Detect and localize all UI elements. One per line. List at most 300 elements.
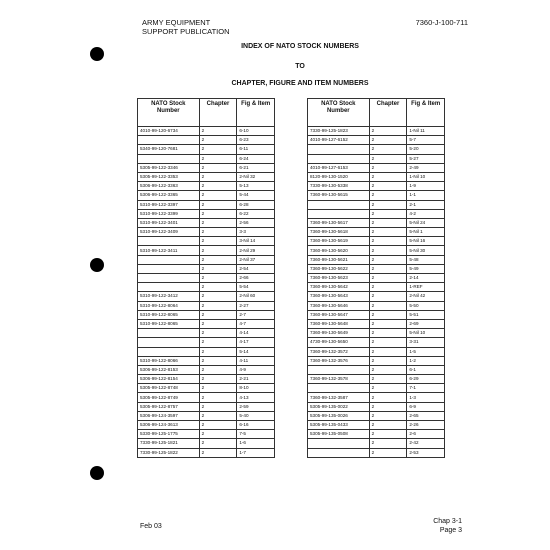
- table-row: [138, 347, 275, 356]
- table-row: [308, 384, 445, 393]
- cell-chapter: 2: [199, 172, 237, 181]
- cell-chapter: 2: [199, 448, 237, 457]
- cell-nsn: [138, 329, 200, 338]
- cell-chapter: 2: [369, 228, 407, 237]
- table-row: [138, 136, 275, 145]
- cell-nsn: 7360-99-130-5648: [308, 319, 370, 328]
- cell-fig-item: 6-11: [237, 145, 275, 154]
- cell-nsn: [138, 338, 200, 347]
- table-row: [308, 292, 445, 301]
- cell-fig-item: 4-7: [237, 319, 275, 328]
- binder-hole: [90, 47, 104, 61]
- cell-nsn: 5306-99-122-3365: [138, 191, 200, 200]
- cell-fig-item: 6-1: [407, 365, 445, 374]
- table-row: [138, 264, 275, 273]
- cell-chapter: 2: [199, 421, 237, 430]
- cell-nsn: 7360-99-132-3572: [308, 347, 370, 356]
- cell-chapter: 2: [199, 255, 237, 264]
- table-row: [138, 402, 275, 411]
- cell-fig-item: 3-Nil 14: [237, 237, 275, 246]
- table-row: [138, 365, 275, 374]
- cell-chapter: 2: [369, 246, 407, 255]
- cell-chapter: 2: [199, 145, 237, 154]
- cell-fig-item: 5-48: [407, 255, 445, 264]
- cell-nsn: 5305-99-122-3346: [138, 163, 200, 172]
- table-row: [308, 246, 445, 255]
- table-row: [308, 127, 445, 136]
- cell-nsn: [308, 145, 370, 154]
- cell-chapter: 2: [199, 301, 237, 310]
- cell-fig-item: 7-5: [237, 430, 275, 439]
- cell-nsn: [308, 209, 370, 218]
- table-row: [138, 255, 275, 264]
- cell-fig-item: 2-65: [407, 411, 445, 420]
- table-row: [138, 356, 275, 365]
- cell-fig-item: 4-13: [237, 393, 275, 402]
- cell-chapter: 2: [199, 246, 237, 255]
- cell-chapter: 2: [369, 430, 407, 439]
- cell-nsn: 7330-99-130-5338: [308, 182, 370, 191]
- table-row: [138, 274, 275, 283]
- table-row: [308, 264, 445, 273]
- col-header-fig-item: Fig & Item: [407, 99, 445, 127]
- stock-table-left: [137, 98, 275, 458]
- table-row: [138, 237, 275, 246]
- cell-fig-item: 2-54: [237, 264, 275, 273]
- cell-chapter: 2: [369, 439, 407, 448]
- cell-nsn: 8120-99-130-1520: [308, 172, 370, 181]
- cell-chapter: 2: [369, 200, 407, 209]
- cell-nsn: 4010-99-127-6152: [308, 136, 370, 145]
- cell-chapter: 2: [199, 283, 237, 292]
- table-row: [138, 191, 275, 200]
- cell-nsn: 7330-99-125-1822: [138, 448, 200, 457]
- cell-chapter: 2: [369, 347, 407, 356]
- table-row: [308, 329, 445, 338]
- cell-chapter: 2: [369, 421, 407, 430]
- cell-chapter: 2: [199, 319, 237, 328]
- cell-chapter: 2: [369, 163, 407, 172]
- cell-fig-item: 1-Nil 10: [407, 172, 445, 181]
- cell-nsn: 7360-99-130-5649: [308, 329, 370, 338]
- cell-nsn: [138, 136, 200, 145]
- table-row: [308, 145, 445, 154]
- table-row: [308, 402, 445, 411]
- cell-chapter: 2: [369, 301, 407, 310]
- cell-nsn: 5310-99-122-3411: [138, 246, 200, 255]
- cell-fig-item: 2-49: [407, 163, 445, 172]
- cell-fig-item: 8-10: [237, 384, 275, 393]
- table-row: [308, 430, 445, 439]
- cell-chapter: 2: [199, 292, 237, 301]
- index-title: INDEX OF NATO STOCK NUMBERS: [241, 43, 359, 50]
- binder-hole: [90, 258, 104, 272]
- cell-fig-item: 5-40: [237, 411, 275, 420]
- cell-fig-item: 5-Nil 24: [407, 218, 445, 227]
- cell-fig-item: 2-21: [237, 375, 275, 384]
- cell-nsn: 7360-99-130-5617: [308, 218, 370, 227]
- table-row: [308, 274, 445, 283]
- footer-page-ref: [433, 517, 462, 535]
- table-row: [138, 145, 275, 154]
- cell-nsn: 7360-99-130-5618: [308, 228, 370, 237]
- cell-chapter: 2: [199, 393, 237, 402]
- table-row: [138, 283, 275, 292]
- cell-chapter: 2: [369, 338, 407, 347]
- cell-fig-item: 5-54: [237, 283, 275, 292]
- cell-fig-item: 2-69: [407, 319, 445, 328]
- table-row: [138, 421, 275, 430]
- cell-nsn: 5310-99-122-3409: [138, 228, 200, 237]
- table-row: [308, 154, 445, 163]
- cell-nsn: 7360-99-132-3576: [308, 356, 370, 365]
- cell-chapter: 2: [369, 292, 407, 301]
- col-header-nsn: NATO Stock Number: [138, 99, 200, 127]
- table-row: [308, 421, 445, 430]
- cell-fig-item: 3-31: [407, 338, 445, 347]
- cell-chapter: 2: [199, 218, 237, 227]
- cell-chapter: 2: [199, 329, 237, 338]
- org-line-1: ARMY EQUIPMENT: [142, 18, 211, 27]
- cell-chapter: 2: [369, 411, 407, 420]
- cell-fig-item: 6-21: [237, 163, 275, 172]
- col-header-chapter: Chapter: [369, 99, 407, 127]
- cell-chapter: 2: [369, 375, 407, 384]
- cell-chapter: 2: [369, 393, 407, 402]
- footer-date: Feb 03: [140, 523, 162, 530]
- cell-nsn: 7360-99-132-3578: [308, 375, 370, 384]
- table-row: [138, 439, 275, 448]
- table-row: [138, 163, 275, 172]
- cell-nsn: 5310-99-122-3397: [138, 200, 200, 209]
- table-row: [308, 411, 445, 420]
- cell-chapter: 2: [199, 365, 237, 374]
- cell-nsn: 7360-99-130-5620: [308, 246, 370, 255]
- table-row: [308, 237, 445, 246]
- cell-fig-item: 1-1: [407, 191, 445, 200]
- cell-chapter: 2: [199, 274, 237, 283]
- cell-fig-item: 5-49: [407, 264, 445, 273]
- cell-chapter: 2: [369, 274, 407, 283]
- cell-nsn: 5306-99-124-3613: [138, 421, 200, 430]
- col-header-fig-item: Fig & Item: [237, 99, 275, 127]
- cell-chapter: 2: [369, 329, 407, 338]
- table-row: [308, 172, 445, 181]
- cell-fig-item: 6-23: [237, 136, 275, 145]
- document-number: 7360-J-100-711: [415, 18, 468, 27]
- cell-fig-item: 2-27: [237, 301, 275, 310]
- table-row: [308, 310, 445, 319]
- cell-fig-item: 4-9: [237, 365, 275, 374]
- table-row: [138, 218, 275, 227]
- cell-fig-item: 1-7: [237, 448, 275, 457]
- cell-nsn: 5310-99-122-8065: [138, 310, 200, 319]
- cell-nsn: [138, 154, 200, 163]
- cell-chapter: 2: [369, 209, 407, 218]
- cell-fig-item: 2-Nil 32: [237, 172, 275, 181]
- cell-nsn: 5306-99-122-8154: [138, 375, 200, 384]
- table-row: [138, 338, 275, 347]
- cell-chapter: 2: [199, 237, 237, 246]
- cell-chapter: 2: [369, 145, 407, 154]
- table-row: [308, 200, 445, 209]
- table-row: [308, 182, 445, 191]
- table-row: [308, 136, 445, 145]
- cell-nsn: 5310-99-122-8065: [138, 319, 200, 328]
- cell-nsn: 5305-99-135-0433: [308, 421, 370, 430]
- table-row: [308, 301, 445, 310]
- cell-nsn: 5310-99-122-3399: [138, 209, 200, 218]
- table-row: [138, 301, 275, 310]
- cell-nsn: 5330-99-125-1775: [138, 430, 200, 439]
- cell-nsn: 5305-99-122-8748: [138, 384, 200, 393]
- cell-fig-item: 2-26: [407, 421, 445, 430]
- table-row: [308, 255, 445, 264]
- cell-fig-item: 3-3: [237, 228, 275, 237]
- cell-fig-item: 1-2: [407, 356, 445, 365]
- table-row: [308, 218, 445, 227]
- binder-hole: [90, 466, 104, 480]
- footer-page: Page 3: [439, 527, 462, 534]
- table-row: [138, 319, 275, 328]
- table-row: [308, 228, 445, 237]
- table-row: [138, 384, 275, 393]
- cell-chapter: 2: [369, 172, 407, 181]
- cell-nsn: 5306-99-122-3363: [138, 182, 200, 191]
- table-row: [138, 430, 275, 439]
- cell-chapter: 2: [199, 200, 237, 209]
- table-row: [138, 182, 275, 191]
- cell-fig-item: 4-14: [237, 329, 275, 338]
- cell-chapter: 2: [199, 411, 237, 420]
- cell-nsn: 7330-99-125-1823: [308, 127, 370, 136]
- cell-fig-item: 6-29: [407, 375, 445, 384]
- cell-fig-item: 6-10: [237, 127, 275, 136]
- cell-fig-item: 5-Nil 30: [407, 246, 445, 255]
- table-row: [138, 200, 275, 209]
- table-row: [138, 375, 275, 384]
- col-header-nsn: NATO Stock Number: [308, 99, 370, 127]
- cell-chapter: 2: [199, 228, 237, 237]
- table-row: [138, 228, 275, 237]
- cell-chapter: 2: [199, 136, 237, 145]
- cell-fig-item: 1-5: [407, 347, 445, 356]
- cell-chapter: 2: [369, 310, 407, 319]
- cell-nsn: 7360-99-130-5646: [308, 301, 370, 310]
- cell-nsn: 4010-99-120-6734: [138, 127, 200, 136]
- table-row: [138, 246, 275, 255]
- cell-fig-item: 1-Nil 11: [407, 127, 445, 136]
- cell-nsn: 5310-99-122-8064: [138, 301, 200, 310]
- cell-chapter: 2: [369, 264, 407, 273]
- cell-chapter: 2: [199, 191, 237, 200]
- cell-nsn: 7360-99-130-5647: [308, 310, 370, 319]
- cell-chapter: 2: [369, 356, 407, 365]
- cell-chapter: 2: [369, 218, 407, 227]
- cell-chapter: 2: [199, 182, 237, 191]
- table-row: [308, 338, 445, 347]
- cell-chapter: 2: [199, 384, 237, 393]
- cell-fig-item: 5-27: [407, 154, 445, 163]
- cell-nsn: [138, 237, 200, 246]
- table-row: [308, 283, 445, 292]
- table-row: [138, 172, 275, 181]
- cell-nsn: 5305-99-135-0026: [308, 411, 370, 420]
- table-row: [138, 292, 275, 301]
- cell-nsn: [138, 347, 200, 356]
- cell-chapter: 2: [199, 163, 237, 172]
- cell-fig-item: 2-6: [407, 430, 445, 439]
- cell-nsn: 4730-99-130-5650: [308, 338, 370, 347]
- cell-nsn: 7330-99-125-1821: [138, 439, 200, 448]
- cell-chapter: 2: [369, 402, 407, 411]
- cell-nsn: 5340-99-120-7681: [138, 145, 200, 154]
- cell-fig-item: 2-56: [237, 218, 275, 227]
- cell-fig-item: 4-17: [237, 338, 275, 347]
- stock-table-right: [307, 98, 445, 458]
- cell-fig-item: 4-2: [407, 209, 445, 218]
- cell-fig-item: 5-14: [237, 347, 275, 356]
- cell-fig-item: 5-44: [237, 191, 275, 200]
- table-row: [308, 439, 445, 448]
- cell-fig-item: 5-13: [237, 182, 275, 191]
- cell-fig-item: 6-22: [237, 209, 275, 218]
- cell-chapter: 2: [369, 365, 407, 374]
- table-row: [138, 411, 275, 420]
- table-row: [308, 347, 445, 356]
- cell-fig-item: 6-16: [237, 421, 275, 430]
- index-title-to: TO: [295, 63, 305, 70]
- table-row: [308, 319, 445, 328]
- cell-chapter: 2: [199, 402, 237, 411]
- table-row: [308, 356, 445, 365]
- cell-chapter: 2: [369, 154, 407, 163]
- cell-fig-item: 2-42: [407, 439, 445, 448]
- cell-fig-item: 2-14: [407, 274, 445, 283]
- table-row: [308, 375, 445, 384]
- cell-chapter: 2: [369, 191, 407, 200]
- cell-nsn: 7360-99-132-3587: [308, 393, 370, 402]
- table-row: [138, 448, 275, 457]
- cell-fig-item: 7-1: [407, 384, 445, 393]
- table-row: [308, 163, 445, 172]
- cell-nsn: 5305-99-122-8749: [138, 393, 200, 402]
- cell-nsn: [308, 384, 370, 393]
- cell-nsn: 7360-99-130-5621: [308, 255, 370, 264]
- cell-nsn: 5310-99-122-3412: [138, 292, 200, 301]
- cell-nsn: [138, 283, 200, 292]
- cell-chapter: 2: [369, 127, 407, 136]
- cell-nsn: [308, 365, 370, 374]
- table-row: [138, 393, 275, 402]
- table-row: [308, 209, 445, 218]
- org-line-2: SUPPORT PUBLICATION: [142, 27, 230, 36]
- table-row: [138, 310, 275, 319]
- table-row: [308, 448, 445, 457]
- cell-chapter: 2: [199, 338, 237, 347]
- cell-nsn: 7360-99-130-5615: [308, 191, 370, 200]
- cell-chapter: 2: [199, 347, 237, 356]
- cell-fig-item: 4-11: [237, 356, 275, 365]
- cell-fig-item: 2-Nil 60: [237, 292, 275, 301]
- cell-fig-item: 2-Nil 37: [237, 255, 275, 264]
- cell-nsn: 5305-99-122-3353: [138, 172, 200, 181]
- cell-chapter: 2: [199, 154, 237, 163]
- table-row: [138, 154, 275, 163]
- cell-fig-item: 5-51: [407, 310, 445, 319]
- cell-nsn: 5305-99-135-0508: [308, 430, 370, 439]
- table-row: [138, 329, 275, 338]
- table-row: [138, 209, 275, 218]
- cell-chapter: 2: [369, 255, 407, 264]
- cell-nsn: 5310-99-122-3401: [138, 218, 200, 227]
- cell-fig-item: 1-3: [407, 393, 445, 402]
- cell-nsn: [308, 154, 370, 163]
- cell-fig-item: 6-24: [237, 154, 275, 163]
- cell-fig-item: 2-1: [407, 200, 445, 209]
- cell-nsn: [308, 448, 370, 457]
- table-row: [308, 191, 445, 200]
- cell-nsn: [138, 274, 200, 283]
- cell-nsn: [308, 439, 370, 448]
- cell-chapter: 2: [369, 237, 407, 246]
- cell-fig-item: 1-REF: [407, 283, 445, 292]
- cell-chapter: 2: [369, 136, 407, 145]
- cell-chapter: 2: [199, 264, 237, 273]
- cell-fig-item: 6-28: [237, 200, 275, 209]
- table-row: [308, 393, 445, 402]
- table-row: [138, 127, 275, 136]
- index-subtitle: CHAPTER, FIGURE AND ITEM NUMBERS: [231, 80, 369, 87]
- cell-fig-item: 2-Nil 29: [237, 246, 275, 255]
- cell-fig-item: 5-20: [407, 145, 445, 154]
- cell-nsn: 7360-99-130-5642: [308, 283, 370, 292]
- cell-nsn: [138, 255, 200, 264]
- cell-nsn: 7360-99-130-5619: [308, 237, 370, 246]
- cell-fig-item: 2-53: [407, 448, 445, 457]
- cell-fig-item: 5-7: [407, 136, 445, 145]
- cell-fig-item: 5-Nil 1: [407, 228, 445, 237]
- cell-fig-item: 5-50: [407, 301, 445, 310]
- cell-fig-item: 5-Nil 16: [407, 237, 445, 246]
- cell-nsn: 5305-99-135-0022: [308, 402, 370, 411]
- cell-chapter: 2: [369, 182, 407, 191]
- cell-chapter: 2: [369, 283, 407, 292]
- col-header-chapter: Chapter: [199, 99, 237, 127]
- cell-fig-item: 6-9: [407, 402, 445, 411]
- cell-chapter: 2: [199, 439, 237, 448]
- cell-chapter: 2: [199, 209, 237, 218]
- cell-fig-item: 2-66: [237, 274, 275, 283]
- cell-chapter: 2: [369, 384, 407, 393]
- cell-nsn: 5306-99-122-8153: [138, 365, 200, 374]
- cell-nsn: 4010-99-127-6153: [308, 163, 370, 172]
- cell-fig-item: 1-9: [407, 182, 445, 191]
- cell-chapter: 2: [199, 356, 237, 365]
- cell-chapter: 2: [199, 310, 237, 319]
- cell-nsn: 5310-99-122-8066: [138, 356, 200, 365]
- cell-fig-item: 1-6: [237, 439, 275, 448]
- cell-nsn: 7360-99-130-5643: [308, 292, 370, 301]
- cell-nsn: 7360-99-130-5623: [308, 274, 370, 283]
- cell-nsn: [138, 264, 200, 273]
- footer-chapter: Chap 3-1: [433, 518, 462, 525]
- cell-chapter: 2: [199, 430, 237, 439]
- page-header-org: [142, 18, 230, 36]
- cell-chapter: 2: [199, 127, 237, 136]
- cell-chapter: 2: [199, 375, 237, 384]
- cell-nsn: 5306-99-124-3597: [138, 411, 200, 420]
